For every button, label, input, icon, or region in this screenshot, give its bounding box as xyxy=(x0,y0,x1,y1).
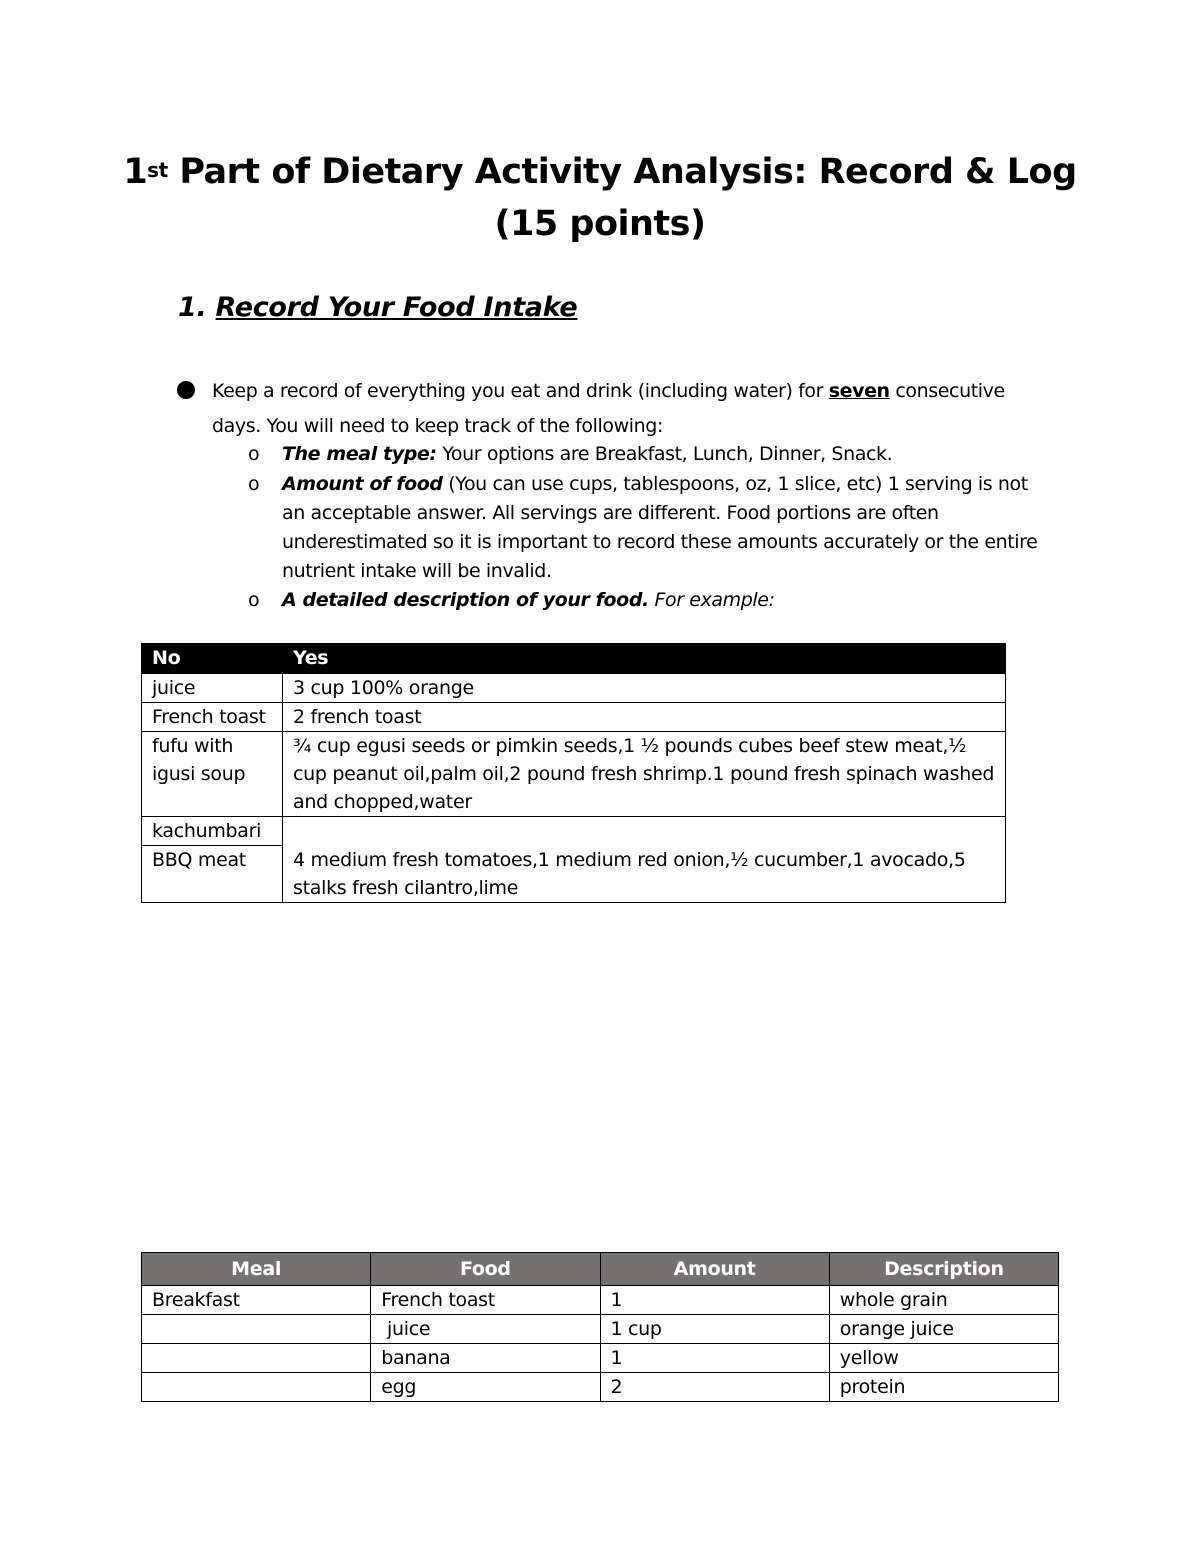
sub-item-label: A detailed description of your food. xyxy=(282,589,649,611)
sub-bullet-marker: o xyxy=(248,443,260,465)
table-header-row xyxy=(142,1253,1059,1286)
sub-item-text: (You can use cups, tablespoons, oz, 1 slice, etc) 1 serving is not an acceptable answer. All servings are different. Food portions are often underestimated so it is important to record these amounts accurately or the entire nutrient intake will be invalid. xyxy=(282,473,1038,582)
header-description: Description xyxy=(829,1253,1058,1286)
table-cell: kachumbari xyxy=(142,817,283,846)
sub-item-label: The meal type: xyxy=(282,443,437,465)
header-food: Food xyxy=(371,1253,600,1286)
sub-item-text: For example: xyxy=(648,589,775,611)
table-cell: whole grain xyxy=(829,1286,1058,1315)
sub-item-meal-type xyxy=(282,440,1052,469)
header-amount: Amount xyxy=(600,1253,829,1286)
table-cell: juice xyxy=(371,1315,600,1344)
sub-item-text: Your options are Breakfast, Lunch, Dinner, Snack. xyxy=(436,443,893,465)
table-row xyxy=(142,674,1006,703)
table-cell: protein xyxy=(829,1373,1058,1402)
table-row xyxy=(142,1344,1059,1373)
example-table xyxy=(141,643,1006,903)
section-title: Record Your Food Intake xyxy=(215,292,578,323)
header-meal: Meal xyxy=(142,1253,371,1286)
table-cell: Breakfast xyxy=(142,1286,371,1315)
section-heading xyxy=(178,292,577,323)
emphasis-seven: seven xyxy=(828,380,890,402)
sub-bullet-marker: o xyxy=(248,473,260,495)
table-row xyxy=(142,703,1006,732)
title-superscript: st xyxy=(147,158,168,182)
page-title xyxy=(100,146,1100,250)
bullet-text-start: Keep a record of everything you eat and drink (including water) for xyxy=(212,380,829,402)
table-row xyxy=(142,1315,1059,1344)
table-cell xyxy=(142,1315,371,1344)
table-cell: French toast xyxy=(371,1286,600,1315)
table-cell: orange juice xyxy=(829,1315,1058,1344)
table-cell: fufu with igusi soup xyxy=(142,732,283,817)
bullet-dot-icon xyxy=(177,381,195,399)
header-yes: Yes xyxy=(283,644,1006,674)
table-cell xyxy=(142,1373,371,1402)
title-points: (15 points) xyxy=(494,204,706,244)
sub-bullet-marker: o xyxy=(248,589,260,611)
header-no: No xyxy=(142,644,283,674)
table-cell: French toast xyxy=(142,703,283,732)
table-cell: 1 cup xyxy=(600,1315,829,1344)
table-header-row xyxy=(142,644,1006,674)
table-cell: ¾ cup egusi seeds or pimkin seeds,1 ½ pounds cubes beef stew meat,½ cup peanut oil,palm oil,2 pound fresh shrimp.1 pound fresh spinach washed and chopped,water xyxy=(283,732,1006,817)
table-cell: 2 french toast xyxy=(283,703,1006,732)
table-row xyxy=(142,732,1006,817)
sub-item-description xyxy=(282,586,1052,615)
table-row xyxy=(142,817,1006,846)
table-cell: 3 cup 100% orange xyxy=(283,674,1006,703)
table-cell: BBQ meat xyxy=(142,846,283,903)
title-text: Part of Dietary Activity Analysis: Record & Log xyxy=(167,152,1077,192)
table-row xyxy=(142,1286,1059,1315)
table-cell: 1 xyxy=(600,1286,829,1315)
table-cell: 1 xyxy=(600,1344,829,1373)
section-number: 1. xyxy=(178,292,216,323)
table-cell: 4 medium fresh tomatoes,1 medium red onion,½ cucumber,1 avocado,5 stalks fresh cilantro,lime xyxy=(283,817,1006,903)
title-number: 1 xyxy=(123,152,148,192)
table-cell: yellow xyxy=(829,1344,1058,1373)
table-cell: egg xyxy=(371,1373,600,1402)
table-row xyxy=(142,1373,1059,1402)
table-cell: 2 xyxy=(600,1373,829,1402)
sub-item-amount xyxy=(282,470,1052,586)
sub-item-label: Amount of food xyxy=(282,473,443,495)
table-cell: banana xyxy=(371,1344,600,1373)
food-log-table xyxy=(141,1252,1059,1402)
table-cell: juice xyxy=(142,674,283,703)
table-cell xyxy=(142,1344,371,1373)
bullet-text-end: consecutive days. You will need to keep track of the following: xyxy=(212,380,1005,437)
bullet-paragraph xyxy=(212,374,1052,444)
